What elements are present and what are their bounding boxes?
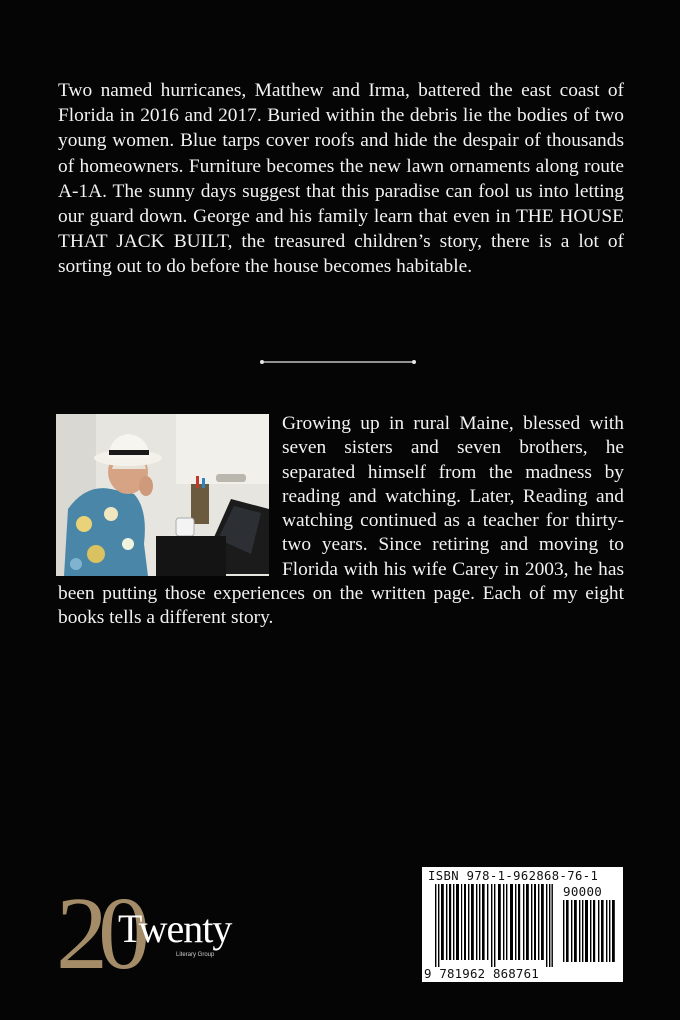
logo-name: Twenty <box>118 906 232 951</box>
logo-tagline: Literary Group <box>176 952 215 958</box>
ean-barcode-bars <box>435 884 553 967</box>
author-bio-paragraph <box>58 412 624 631</box>
price-addon-number: 90000 <box>563 884 603 899</box>
logo-numeral: 20 <box>56 882 140 974</box>
ornamental-divider <box>258 357 418 367</box>
publisher-logo <box>56 882 266 974</box>
author-bio-text: Growing up in rural Maine, blessed with seven sisters and seven brothers, he separated himself from the madness by reading and watching. Later, Reading and watching continued as a teacher for thirty-two years. Since retiring and moving to Florida with his wife Carey in 2003, he has been putting those experiences on the written page. Each of my eight books tells a different story. <box>58 413 624 629</box>
ean-number: 9 781962 868761 <box>424 966 539 981</box>
isbn-label: ISBN 978-1-962868-76-1 <box>428 869 599 883</box>
price-addon-bars <box>563 900 617 962</box>
synopsis-paragraph: Two named hurricanes, Matthew and Irma, battered the east coast of Florida in 2016 and 2017. Buried within the debris lie the bodies of two young women. Blue tarps cover roofs and hide the despair of thousands of homeowners. Furniture becomes the new lawn ornaments along route A-1A. The sunny days suggest that this paradise can fool us into letting our guard down. George and his family learn that even in THE HOUSE THAT JACK BUILT, the treasured children’s story, there is a lot of sorting out to do before the house becomes habitable. <box>58 80 624 278</box>
isbn-barcode <box>422 867 623 982</box>
photo-text-wrap-space <box>58 412 282 582</box>
